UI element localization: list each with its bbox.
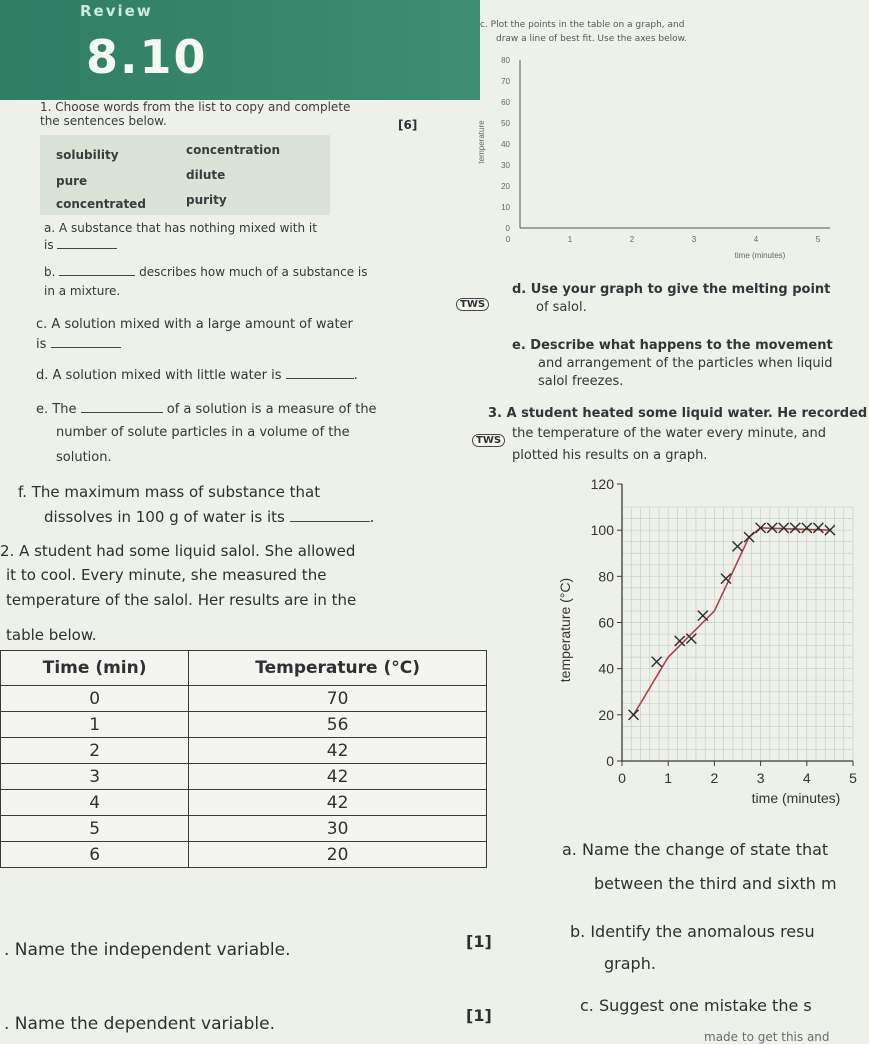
word-dilute: dilute [186, 168, 226, 182]
x-tick-label: 5 [815, 235, 821, 244]
y-tick-label: 60 [501, 98, 510, 107]
table-header-row [1, 651, 487, 686]
x-tick-label: 4 [802, 770, 811, 786]
cell-temperature: 56 [189, 712, 487, 738]
data-point [790, 523, 800, 533]
x-tick-label: 3 [691, 235, 697, 244]
x-tick-label: 0 [618, 770, 626, 786]
table-row [1, 738, 487, 764]
q3a-line2: between the third and sixth m [594, 874, 837, 893]
x-tick-label: 1 [664, 770, 673, 786]
q1f-line1: f. The maximum mass of substance that [18, 483, 321, 501]
q1f-line2: dissolves in 100 g of water is its . [44, 508, 375, 526]
x-tick-label: 0 [505, 235, 511, 244]
data-point [813, 523, 823, 533]
q2-line1: 2. A student had some liquid salol. She allowed [0, 542, 356, 560]
y-tick-label: 80 [501, 56, 510, 65]
y-tick-label: 80 [598, 568, 614, 585]
y-tick-label: 0 [606, 753, 614, 769]
x-tick-label: 1 [567, 235, 573, 244]
q1a-line2: is [44, 238, 117, 252]
y-tick-label: 50 [501, 119, 510, 128]
y-tick-label: 10 [501, 203, 510, 212]
word-concentration: concentration [186, 143, 281, 157]
y-axis-label: temperature (°C) [557, 577, 573, 683]
x-tick-label: 4 [753, 235, 759, 244]
y-tick-label: 30 [501, 161, 510, 170]
q2-line3: temperature of the salol. Her results are in the [6, 591, 357, 609]
q1b-line1: b. describes how much of a substance is [44, 265, 368, 279]
cell-temperature: 70 [189, 686, 487, 712]
q3a-line1: a. Name the change of state that [562, 840, 829, 859]
q2-line4: table below. [6, 626, 97, 644]
water-heating-graph [520, 470, 869, 815]
x-tick-label: 2 [629, 235, 635, 244]
q1a-line1: a. A substance that has nothing mixed with it [44, 221, 317, 235]
salol-data-table [0, 650, 487, 868]
y-tick-label: 20 [501, 182, 510, 191]
cell-time: 0 [1, 686, 189, 712]
y-tick-label: 120 [590, 476, 614, 492]
word-solubility: solubility [56, 148, 119, 162]
q3-line3: plotted his results on a graph. [512, 448, 708, 463]
cell-temperature: 42 [189, 738, 487, 764]
data-point [744, 532, 754, 542]
cell-time: 1 [1, 712, 189, 738]
line-of-best-fit [634, 528, 830, 715]
y-tick-label: 0 [505, 224, 510, 233]
cell-time: 6 [1, 842, 189, 868]
q2-line2: it to cool. Every minute, she measured the [6, 566, 327, 584]
x-axis-label: time (minutes) [751, 790, 841, 806]
y-axis-label: temperature [477, 120, 486, 164]
table-row [1, 842, 487, 868]
q1-marks: [6] [398, 118, 418, 132]
q1e-line1: e. The of a solution is a measure of the [36, 402, 377, 417]
table-row [1, 790, 487, 816]
y-tick-label: 60 [598, 614, 614, 631]
y-tick-label: 40 [501, 140, 510, 149]
unit-header [0, 0, 480, 100]
table-header-time: Time (min) [1, 651, 189, 686]
x-tick-label: 2 [710, 770, 719, 786]
cell-temperature: 30 [189, 816, 487, 842]
tws-badge-q3: TWS [472, 428, 505, 447]
y-tick-label: 20 [598, 706, 614, 723]
q2b-question: . Name the dependent variable. [4, 1014, 276, 1034]
data-point [733, 541, 743, 551]
q1c-plot-line2: draw a line of best fit. Use the axes below. [496, 34, 688, 44]
q3c-line2: made to get this and [704, 1030, 830, 1044]
q1c-plot-line1: c. Plot the points in the table on a graph, and [480, 20, 685, 30]
q3b-line2: graph. [604, 954, 656, 973]
word-purity: purity [186, 193, 227, 207]
table-row [1, 764, 487, 790]
q1c-line2: is [36, 337, 121, 352]
cell-temperature: 42 [189, 790, 487, 816]
q1c-line1: c. A solution mixed with a large amount of water [36, 317, 353, 332]
q1e-line2: number of solute particles in a volume of the [56, 425, 350, 440]
q3c-line1: c. Suggest one mistake the s [580, 996, 812, 1015]
word-pure: pure [56, 174, 88, 188]
q3-line2: the temperature of the water every minute, and [512, 426, 827, 441]
q1-intro: 1. Choose words from the list to copy and complete the sentences below. [40, 100, 351, 128]
cell-temperature: 20 [189, 842, 487, 868]
review-label: Review [80, 2, 153, 20]
cell-temperature: 42 [189, 764, 487, 790]
tws-badge: TWS [456, 292, 489, 311]
q2b-marks: [1] [466, 1006, 492, 1025]
table-header-temperature: Temperature (°C) [189, 651, 487, 686]
q3b-line1: b. Identify the anomalous resu [570, 922, 815, 941]
y-tick-label: 70 [501, 77, 510, 86]
q1d-line: d. A solution mixed with little water is . [36, 368, 358, 383]
q1e-question-line2: and arrangement of the particles when liquid [538, 356, 833, 371]
y-tick-label: 100 [590, 522, 614, 539]
q2a-marks: [1] [466, 932, 492, 951]
q1e-line3: solution. [56, 450, 112, 465]
x-tick-label: 3 [756, 770, 765, 786]
q1d-question-line1: d. Use your graph to give the melting point [512, 282, 831, 297]
word-concentrated: concentrated [56, 197, 146, 211]
cell-time: 5 [1, 816, 189, 842]
q1e-question-line1: e. Describe what happens to the movement [512, 338, 833, 353]
table-row [1, 816, 487, 842]
cell-time: 2 [1, 738, 189, 764]
x-axis-label: time (minutes) [734, 251, 786, 260]
x-tick-label: 5 [849, 770, 857, 786]
unit-number: 8.10 [86, 30, 208, 84]
y-tick-label: 40 [598, 660, 614, 677]
cell-time: 4 [1, 790, 189, 816]
data-point [652, 657, 662, 667]
cell-time: 3 [1, 764, 189, 790]
table-row [1, 712, 487, 738]
q1b-line2: in a mixture. [44, 284, 121, 298]
table-row [1, 686, 487, 712]
q1e-question-line3: salol freezes. [538, 374, 624, 389]
salol-empty-axes [470, 52, 869, 272]
q1d-question-line2: of salol. [536, 300, 587, 315]
data-point [698, 611, 708, 621]
q3-line1: 3. A student heated some liquid water. He recorded [488, 406, 868, 421]
q2a-question: . Name the independent variable. [4, 940, 291, 960]
